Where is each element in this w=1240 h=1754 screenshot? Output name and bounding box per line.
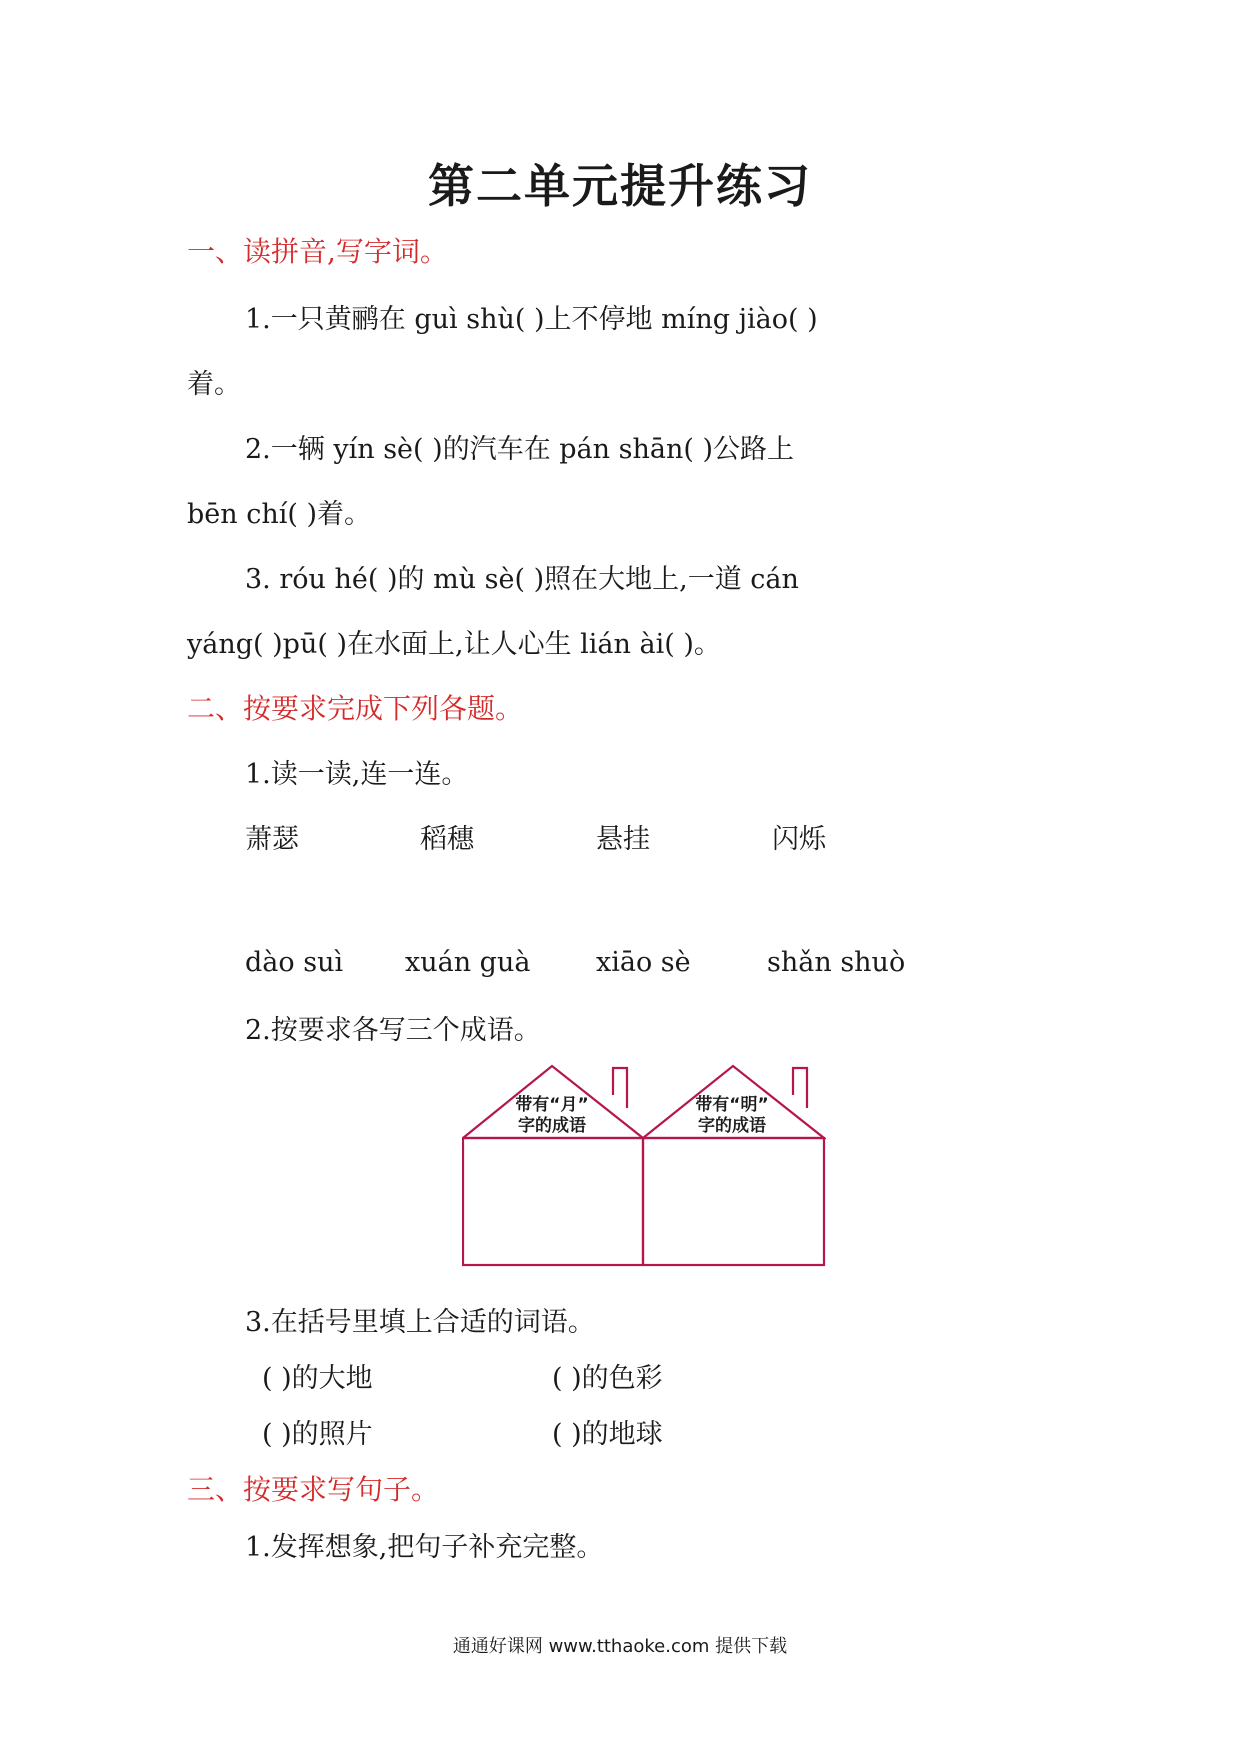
s3-q1-label: 1.发挥想象,把句子补充完整。: [245, 1532, 604, 1563]
house-label-2-line2: 字的成语: [698, 1116, 766, 1136]
fill-blank-item: ( )的照片: [262, 1419, 373, 1450]
house-label-2-line1: 带有“明”: [695, 1095, 769, 1115]
house-label-2: [677, 1095, 787, 1137]
house-label-1: [497, 1095, 607, 1137]
s2-q3-label: 3.在括号里填上合适的词语。: [245, 1307, 595, 1338]
section-2-heading: 二、按要求完成下列各题。: [187, 692, 524, 725]
chimney-right: [793, 1068, 807, 1108]
fill-blank-item: ( )的大地: [262, 1363, 373, 1394]
pinyin-item: xiāo sè: [596, 947, 691, 978]
house-body-right: [643, 1138, 824, 1265]
section-3-heading: 三、按要求写句子。: [187, 1473, 440, 1506]
page-title: 第二单元提升练习: [428, 159, 812, 213]
section-1-heading: 一、读拼音,写字词。: [187, 235, 448, 268]
house-body-left: [463, 1138, 643, 1265]
word-item: 闪烁: [772, 824, 826, 855]
fill-blank-item: ( )的色彩: [552, 1363, 663, 1394]
q3-line1: 3. róu hé( )的 mù sè( )照在大地上,一道 cán: [245, 564, 799, 595]
word-item: 悬挂: [596, 824, 650, 855]
pinyin-item: xuán guà: [405, 947, 531, 978]
word-item: 稻穗: [420, 824, 474, 855]
pinyin-item: dào suì: [245, 947, 344, 978]
idiom-houses-figure: [462, 1063, 826, 1267]
q2-line1: 2.一辆 yín sè( )的汽车在 pán shān( )公路上: [245, 434, 795, 465]
q2-line2: bēn chí( )着。: [187, 499, 372, 530]
q1-line1: 1.一只黄鹂在 guì shù( )上不停地 míng jiào( ): [245, 304, 818, 335]
footer-credit: 通通好课网 www.tthaoke.com 提供下载: [452, 1636, 788, 1657]
pinyin-item: shǎn shuò: [767, 947, 906, 978]
chimney-left: [613, 1068, 627, 1108]
fill-blank-item: ( )的地球: [552, 1419, 663, 1450]
word-item: 萧瑟: [245, 824, 299, 855]
s2-q2-label: 2.按要求各写三个成语。: [245, 1015, 541, 1046]
house-label-1-line2: 字的成语: [518, 1116, 586, 1136]
s2-q1-label: 1.读一读,连一连。: [245, 759, 469, 790]
q3-line2: yáng( )pū( )在水面上,让人心生 lián ài( )。: [187, 629, 721, 660]
q1-line2: 着。: [187, 369, 241, 400]
house-label-1-line1: 带有“月”: [515, 1095, 589, 1115]
